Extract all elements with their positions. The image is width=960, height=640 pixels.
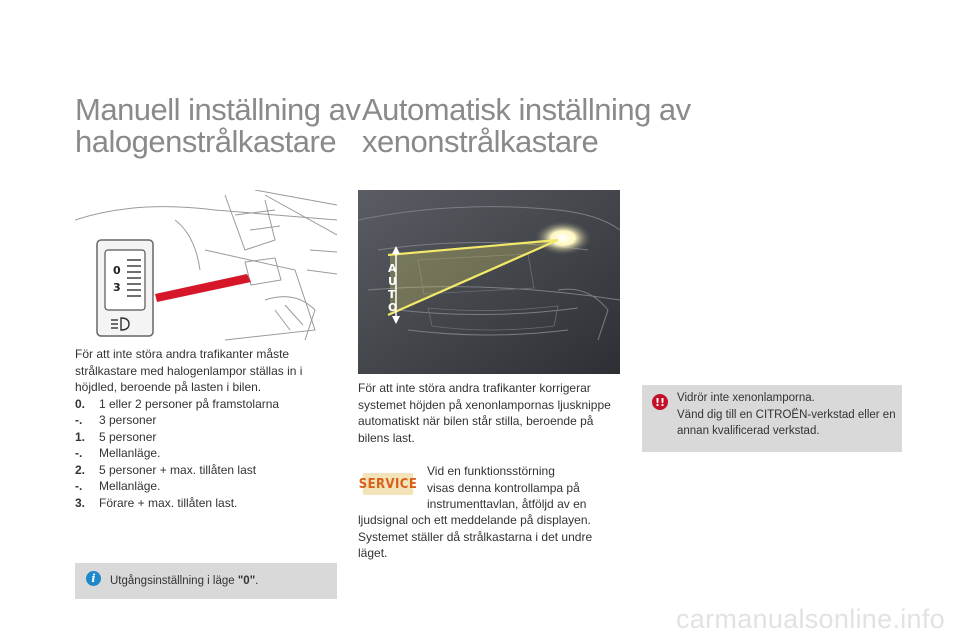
auto-label-o: O — [388, 301, 398, 314]
dashboard-drawing — [75, 190, 337, 342]
service-text-lines — [427, 463, 627, 513]
headlamp-drawing — [358, 190, 620, 374]
headlamp-glow — [533, 220, 593, 256]
list-item: -. Mellanläge. — [75, 479, 161, 493]
info-note-text: Utgångsinställning i läge "0". — [110, 575, 259, 587]
list-item: 3. Förare + max. tillåten last. — [75, 495, 238, 510]
dial-label-0: 0 — [113, 264, 121, 277]
pointer-arrow — [155, 274, 251, 302]
service-line-1: Vid en funktionsstörning — [427, 464, 555, 478]
service-line-3: instrumenttavlan, åtföljd av en — [427, 497, 587, 511]
page-title-automatic: Automatisk inställning av xenonstrålkastare — [362, 92, 691, 159]
warning-text — [677, 390, 897, 440]
list-item: -. Mellanläge. — [75, 446, 161, 460]
positions-list — [75, 396, 333, 512]
xenon-headlamp-illustration — [358, 190, 620, 374]
list-item: -. 3 personer — [75, 413, 157, 427]
title-line-2: halogenstrålkastare — [75, 124, 337, 159]
warning-line-2: Vänd dig till en CITROËN-verkstad eller en annan kvalificerad verkstad. — [677, 408, 896, 437]
info-icon: i — [86, 571, 101, 586]
page-title-manual — [75, 94, 365, 158]
list-item: 2. 5 personer + max. tillåten last — [75, 462, 257, 477]
warning-icon: !! — [652, 394, 668, 410]
warning-line-1: Vidrör inte xenonlamporna. — [677, 392, 815, 404]
auto-label-a: A — [388, 262, 397, 275]
dial-label-3: 3 — [113, 281, 121, 294]
service-rest-text: ljudsignal och ett meddelande på displayen. Systemet ställer då strålkastarna i det undre läget. — [358, 513, 593, 560]
watermark: carmanualsonline.info — [676, 604, 945, 634]
title-line-1: Manuell inställning av — [75, 92, 361, 127]
auto-label-u: U — [388, 275, 397, 288]
list-item: 0. 1 eller 2 personer på framstolarna — [75, 396, 280, 411]
dashboard-illustration — [75, 190, 337, 342]
automatic-paragraph: För att inte störa andra trafikanter korrigerar systemet höjden på xenonlampornas ljusknippe automatiskt när bilen står stilla, beroende på bilens last. — [358, 381, 611, 445]
service-warning-lamp: SERVICE — [363, 473, 413, 495]
service-line-2: visas denna kontrollampa på — [427, 480, 580, 495]
manual-description — [75, 346, 333, 511]
list-item: 1. 5 personer — [75, 429, 157, 444]
manual-paragraph: För att inte störa andra trafikanter måste strålkastare med halogenlampor ställas in i höjdled, beroende på lasten i bilen. — [75, 347, 303, 394]
auto-label-t: T — [388, 288, 396, 301]
